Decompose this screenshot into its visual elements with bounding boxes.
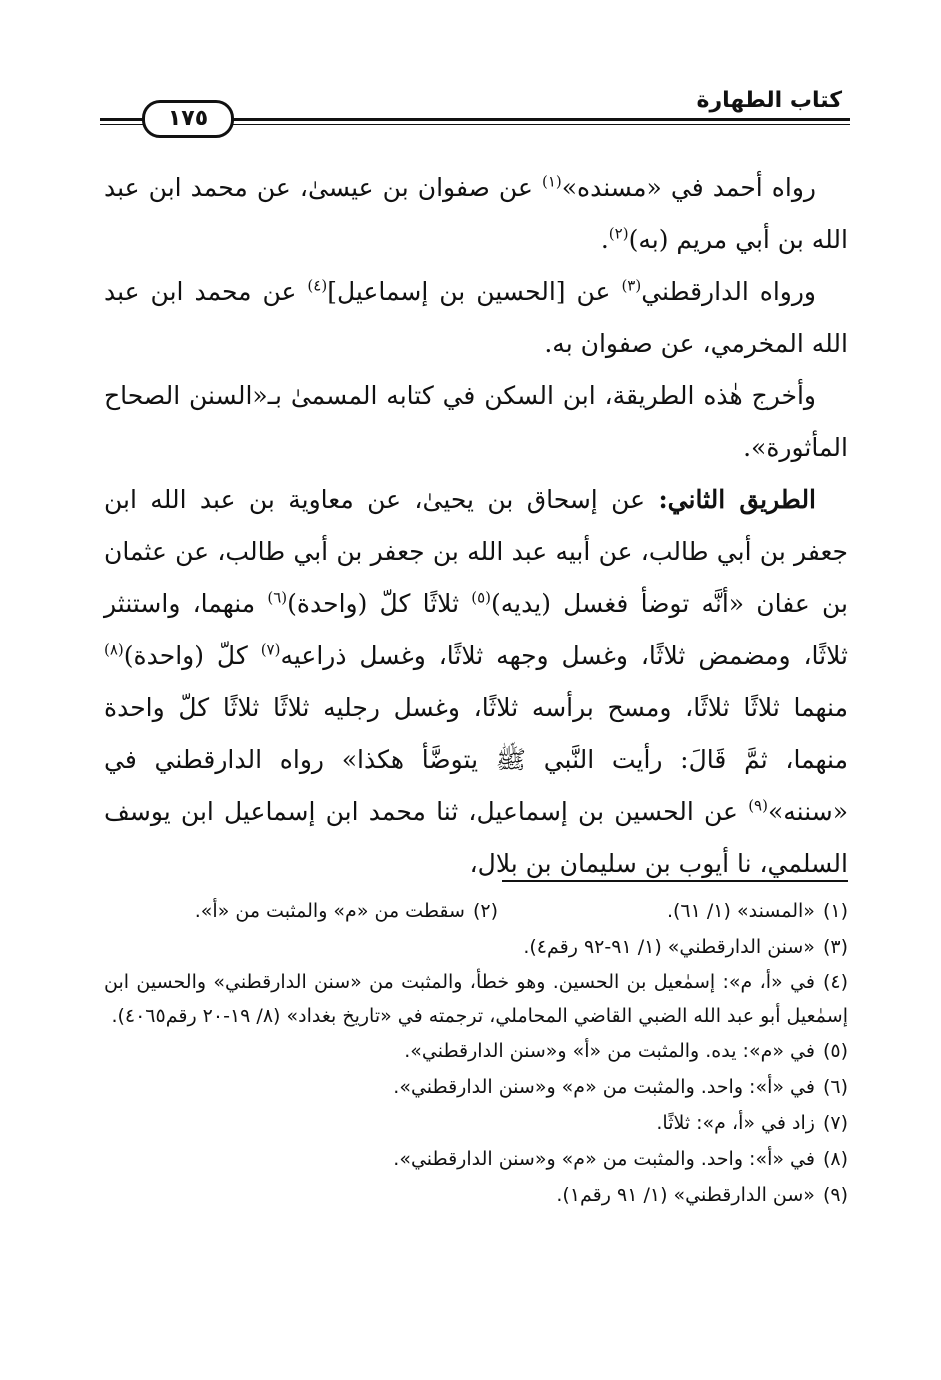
paragraph-text: رواه أحمد في «مسنده»	[561, 173, 816, 202]
footnote-number: (٤)	[822, 971, 848, 993]
paragraph-text: كلّ (واحدة)	[123, 641, 261, 670]
footnote-number: (٧)	[822, 1112, 848, 1134]
footnote-marker: (٢)	[608, 224, 629, 243]
footnote-text: في «م»: يده. والمثبت من «أ» و«سنن الدارقطني».	[404, 1040, 815, 1062]
paragraph-text: منهما، واستنثر ثلاثًا، ومضمض ثلاثًا، وغسل وجهه ثلاثًا، وغسل ذراعيه	[104, 589, 848, 670]
paragraph-text: .	[600, 225, 609, 254]
paragraph-text: عن محمد ابن عبد الله المخرمي، عن صفوان به.	[104, 277, 848, 358]
footnote-marker: (٥)	[471, 588, 491, 607]
footnote-number: (٩)	[822, 1184, 848, 1206]
footnote	[104, 929, 848, 965]
footnote-marker: (٣)	[621, 276, 642, 295]
page-header	[100, 84, 850, 132]
footnote-separator	[502, 880, 848, 882]
footnote-number: (١)	[822, 900, 848, 922]
footnote	[104, 1033, 848, 1069]
footnote-marker: (٤)	[307, 276, 328, 295]
footnote-number: (٥)	[822, 1040, 848, 1062]
footnote-text: «سن الدارقطني» (١/ ٩١ رقم١).	[556, 1184, 815, 1206]
footnote-number: (٦)	[822, 1076, 848, 1098]
footnote-marker: (٦)	[267, 588, 288, 607]
footnote	[195, 893, 498, 929]
footnote	[104, 1069, 848, 1105]
section-lead: الطريق الثاني:	[658, 485, 817, 514]
footnote	[104, 1141, 848, 1177]
footnote-row	[104, 893, 848, 929]
footnote-text: «سنن الدارقطني» (١/ ٩١-٩٢ رقم٤).	[523, 936, 815, 958]
paragraph-text: وأخرج هٰذه الطريقة، ابن السكن في كتابه المسمىٰ بـ«السنن الصحاح المأثورة».	[104, 381, 848, 462]
paragraph-text: عن الحسين بن إسماعيل، ثنا محمد ابن إسماعيل ابن يوسف السلمي، نا أيوب بن سليمان بن بلال،	[104, 797, 848, 878]
footnote-text: زاد في «أ، م»: ثلاثًا.	[656, 1112, 815, 1134]
footnote	[528, 893, 848, 929]
paragraph	[104, 474, 848, 890]
paragraph-text: عن صفوان بن عيسىٰ، عن محمد ابن عبد الله بن أبي مريم (به)	[104, 173, 848, 254]
page-number: ١٧٥	[142, 100, 234, 138]
paragraph-text: ورواه الدارقطني	[641, 277, 816, 306]
paragraph-text: عن إسحاق بن يحيىٰ، عن معاوية بن عبد الله ابن جعفر بن أبي طالب، عن أبيه عبد الله بن جعفر بن أبي طالب، عن عثمان بن عفان «أنَّه توضأ فغسل (يديه)	[104, 485, 848, 618]
paragraph	[104, 266, 848, 370]
footnote-text: سقطت من «م» والمثبت من «أ».	[194, 900, 465, 922]
footnote-marker: (١)	[541, 172, 562, 191]
footnote-text: في «أ»: واحد. والمثبت من «م» و«سنن الدارقطني».	[393, 1148, 815, 1170]
paragraph	[104, 370, 848, 474]
footnotes	[104, 893, 848, 1213]
paragraph	[104, 162, 848, 266]
footnote	[104, 1105, 848, 1141]
footnote-number: (٨)	[822, 1148, 848, 1170]
footnote-text: في «أ»: واحد. والمثبت من «م» و«سنن الدارقطني».	[393, 1076, 815, 1098]
paragraph-text: ثلاثًا كلّ (واحدة)	[287, 589, 472, 618]
footnote-number: (٣)	[822, 936, 848, 958]
footnote-number: (٢)	[472, 900, 498, 922]
paragraph-text: عن [الحسين بن إسماعيل]	[327, 277, 622, 306]
footnote-marker: (٨)	[104, 640, 124, 659]
main-text	[104, 162, 848, 890]
footnote	[104, 965, 848, 1033]
footnote-marker: (٩)	[748, 796, 768, 815]
paragraph-text: منهما ثلاثًا ثلاثًا، ومسح برأسه ثلاثًا، وغسل رجليه ثلاثًا ثلاثًا كلّ واحدة منهما، ثمَّ قَالَ: رأيت النَّبي ﷺ يتوضَّأ هكذا» رواه الدارقطني في «سننه»	[104, 693, 848, 826]
footnote-text: «المسند» (١/ ٦١).	[666, 900, 815, 922]
footnote-marker: (٧)	[260, 640, 281, 659]
running-title: كتاب الطهارة	[696, 88, 842, 113]
footnote	[104, 1177, 848, 1213]
footnote-text: في «أ، م»: إسمٰعيل بن الحسين. وهو خطأ، والمثبت من «سنن الدارقطني» والحسين ابن إسمٰعيل أبو عبد الله الضبي القاضي المحاملي، ترجمته في «تاريخ بغداد» (٨/ ١٩-٢٠ رقم٤٠٦٥).	[104, 971, 848, 1027]
